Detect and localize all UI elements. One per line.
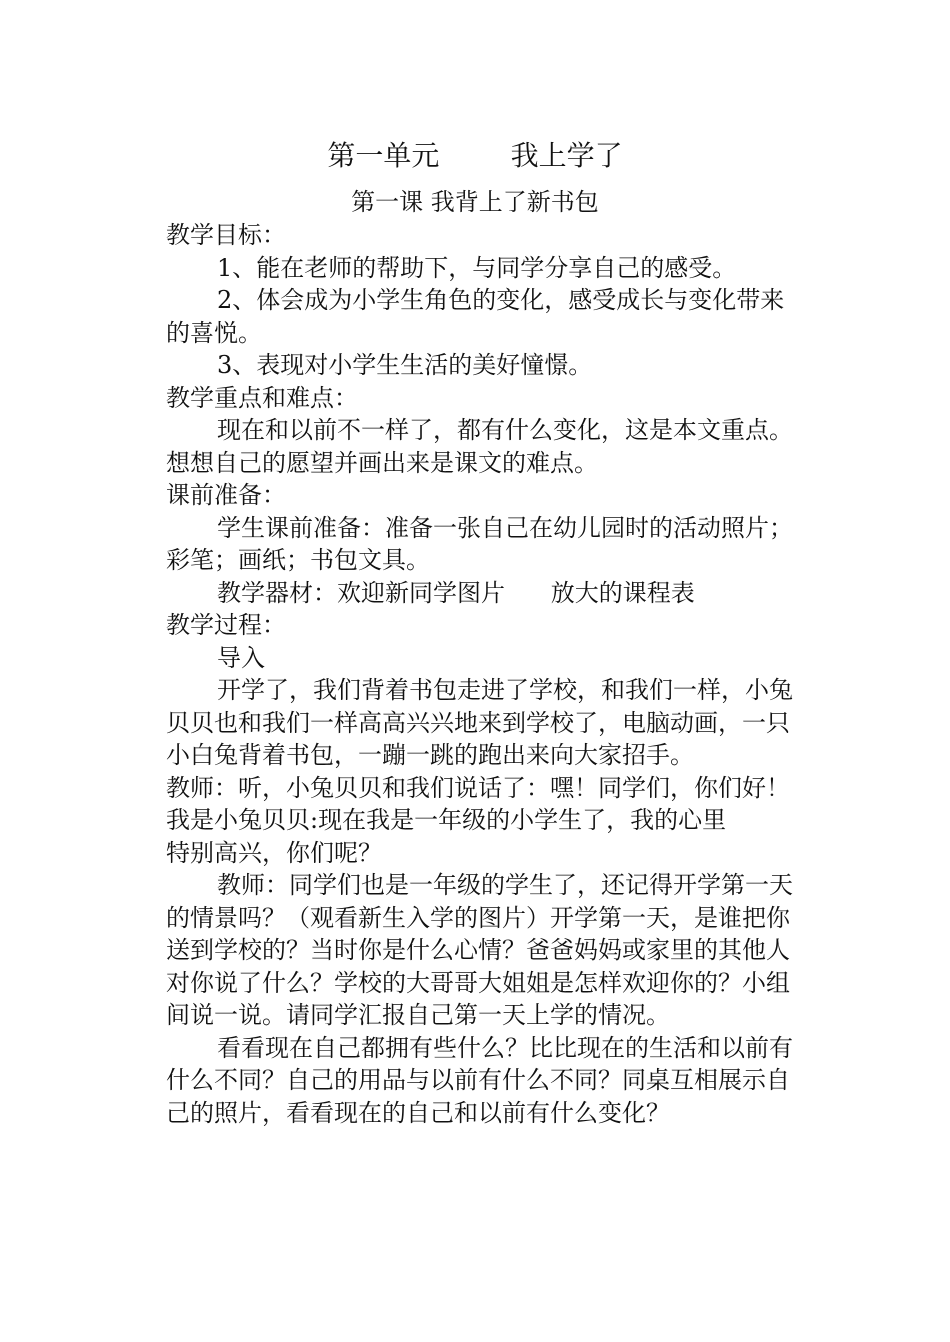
goal-item-2: 2、体会成为小学生角色的变化，感受成长与变化带来的喜悦。 <box>166 286 785 347</box>
goal-item-1: 1、能在老师的帮助下，与同学分享自己的感受。 <box>217 253 737 282</box>
keypoints-heading: 教学重点和难点： <box>166 383 358 412</box>
intro-label: 导入 <box>217 643 265 672</box>
goals-heading: 教学目标： <box>166 221 286 249</box>
document-body <box>166 219 798 1129</box>
unit-title: 第一单元 我上学了 <box>327 139 623 172</box>
prep-heading: 课前准备： <box>166 481 286 509</box>
process-paragraph-1: 开学了，我们背着书包走进了学校，和我们一样，小兔贝贝也和我们一样高高兴兴地来到学校了，电脑动画，一只小白兔背着书包，一蹦一跳的跑出来向大家招手。 <box>166 676 793 769</box>
process-paragraph-3: 教师：同学们也是一年级的学生了，还记得开学第一天的情景吗？（观看新生入学的图片）开学第一天，是谁把你送到学校的？当时你是什么心情？爸爸妈妈或家里的其他人对你说了什么？学校的大哥哥大姐姐是怎样欢迎你的？小组间说一说。请同学汇报自己第一天上学的情况。 <box>166 871 793 1029</box>
process-heading: 教学过程： <box>166 611 286 639</box>
keypoints-paragraph: 现在和以前不一样了，都有什么变化，这是本文重点。想想自己的愿望并画出来是课文的难点。 <box>166 416 793 477</box>
process-paragraph-2-line-2: 我是小兔贝贝:现在我是一年级的小学生了，我的心里 <box>166 806 727 834</box>
goal-item-3: 3、表现对小学生生活的美好憧憬。 <box>217 351 593 379</box>
prep-students-paragraph: 学生课前准备：准备一张自己在幼儿园时的活动照片；彩笔；画纸；书包文具。 <box>166 513 793 574</box>
process-paragraph-2-line-3: 特别高兴，你们呢？ <box>166 838 382 867</box>
process-paragraph-2-line-1: 教师：听，小兔贝贝和我们说话了：嘿！同学们，你们好！ <box>166 773 790 802</box>
lesson-title: 第一课 我背上了新书包 <box>351 188 599 216</box>
process-paragraph-4: 看看现在自己都拥有些什么？比比现在的生活和以前有什么不同？自己的用品与以前有什么不同？同桌互相展示自己的照片，看看现在的自己和以前有什么变化？ <box>166 1033 793 1127</box>
prep-equipment-paragraph: 教学器材：欢迎新同学图片 放大的课程表 <box>217 578 695 607</box>
